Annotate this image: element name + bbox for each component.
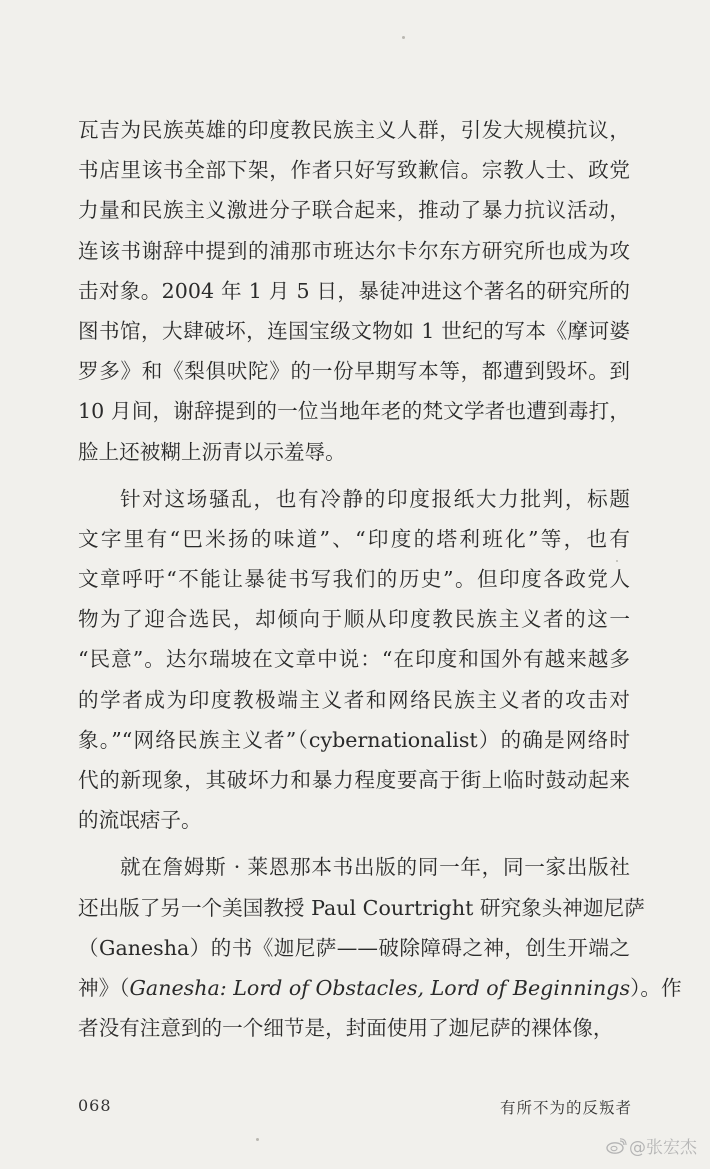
paragraph xyxy=(78,847,682,1048)
paragraph-gap xyxy=(78,840,630,847)
text-line: 者没有注意到的一个细节是，封面使用了迦尼萨的裸体像， xyxy=(78,1016,614,1041)
text-line: 的流氓痞子。 xyxy=(78,808,202,833)
text-line: 针对这场骚乱，也有冷静的印度报纸大力批判，标题 xyxy=(120,486,630,511)
text-line: 连该书谢辞中提到的浦那市班达尔卡尔东方研究所也成为攻 xyxy=(78,238,630,263)
text-line: 象。”“网络民族主义者”（cybernationalist）的确是网络时 xyxy=(78,727,630,752)
text-line: 代的新现象，其破坏力和暴力程度要高于街上临时鼓动起来 xyxy=(78,768,630,792)
text-line: “民意”。达尔瑞坡在文章中说：“在印度和国外有越来越多 xyxy=(78,647,630,672)
text-line: 文章呼吁“不能让暴徒书写我们的历史”。但印度各政党人 xyxy=(78,567,630,592)
text-line: 的学者成为印度教极端主义者和网络民族主义者的攻击对 xyxy=(78,687,630,712)
paragraph-gap xyxy=(78,472,630,479)
paragraph xyxy=(78,110,630,472)
text-line: 神》（Ganesha: Lord of Obstacles, Lord of Beginnings）。作 xyxy=(78,975,682,1000)
page-number: 068 xyxy=(78,1096,112,1115)
text-line: 图书馆，大肆破坏，连国宝级文物如 1 世纪的写本《摩诃婆 xyxy=(78,318,630,343)
text-line: 还出版了另一个美国教授 Paul Courtright 研究象头神迦尼萨 xyxy=(78,895,645,920)
text-line: 脸上还被糊上沥青以示羞辱。 xyxy=(78,439,346,464)
weibo-watermark xyxy=(606,1133,697,1158)
watermark-text: @张宏杰 xyxy=(629,1138,697,1158)
scan-speck xyxy=(402,36,405,39)
paragraph xyxy=(78,479,630,841)
text-line: 瓦吉为民族英雄的印度教民族主义人群，引发大规模抗议， xyxy=(78,118,630,142)
weibo-logo-icon xyxy=(606,1138,626,1154)
text-line: 罗多》和《梨俱吠陀》的一份早期写本等，都遭到毁坏。到 xyxy=(78,359,630,384)
scan-speck xyxy=(256,1138,259,1141)
text-line: 就在詹姆斯 · 莱恩那本书出版的同一年，同一家出版社 xyxy=(120,855,630,880)
body-text xyxy=(78,110,682,1048)
running-title: 有所不为的反叛者 xyxy=(500,1099,633,1117)
text-line: 物为了迎合选民，却倾向于顺从印度教民族主义者的这一 xyxy=(78,607,630,632)
text-line: 力量和民族主义激进分子联合起来，推动了暴力抗议活动， xyxy=(78,198,630,223)
text-line: 文字里有“巴米扬的味道”、“印度的塔利班化”等，也有 xyxy=(78,526,630,551)
text-line: 击对象。2004 年 1 月 5 日，暴徒冲进这个著名的研究所的 xyxy=(78,278,630,303)
text-line: 10 月间，谢辞提到的一位当地年老的梵文学者也遭到毒打， xyxy=(78,399,630,424)
text-line: 书店里该书全部下架，作者只好写致歉信。宗教人士、政党 xyxy=(78,158,630,183)
text-line: （Ganesha）的书《迦尼萨——破除障碍之神，创生开端之 xyxy=(78,935,630,960)
